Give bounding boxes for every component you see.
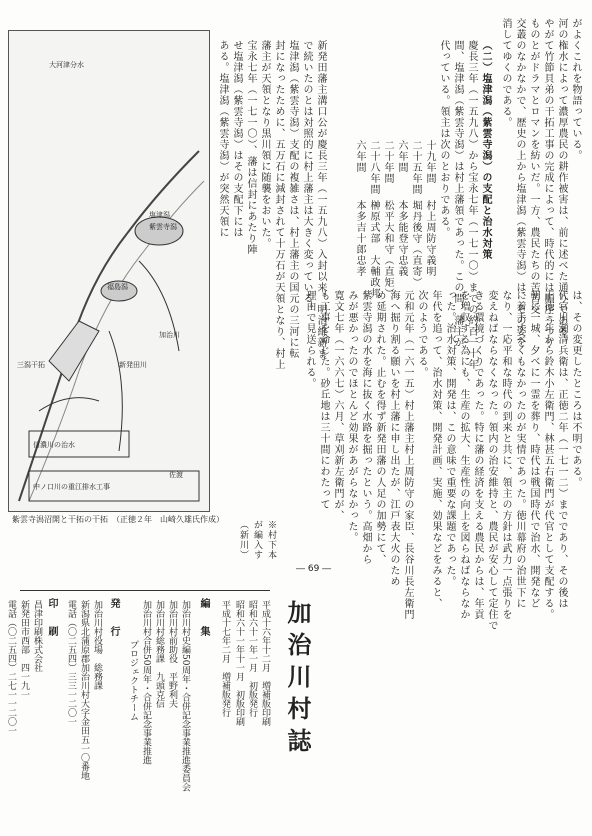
intro-text <box>498 18 582 348</box>
text-line: 河の権水によって濃厚農民の耕作被害は、前に述べた通りである。 <box>556 18 567 348</box>
map-label: 佐渡 <box>169 471 183 479</box>
text-line: に着手すべくもなかったのが実情であった。徳川幕府の治世下に <box>514 290 525 609</box>
text-line: 新発田藩主溝口公が慶長三年（一五九八）入封以来、明治維新ま <box>315 40 326 359</box>
lords-names <box>352 200 436 300</box>
text-line: で続いたのとは対照的に村上藩主は大きく変っている。 <box>301 40 312 315</box>
text-line: なり、一応平和な時代の到来と共に、領主の方針は武力一点張りを <box>500 290 511 620</box>
publisher-line: 電話（〇二五四）三三一二〇一 <box>66 600 76 726</box>
lord-years: 二十五年間 <box>410 140 421 195</box>
map-label: 塩津潟 <box>149 211 170 219</box>
map-label: 中ノ口川の重江排水工事 <box>33 483 110 491</box>
map-label: 紫雲寺潟 <box>149 223 177 231</box>
map-drawing <box>9 31 209 511</box>
map-figure <box>8 30 210 512</box>
text-line: 間、塩津潟（紫雲寺潟）は村上藩領であった。この間、藩主が <box>452 40 463 348</box>
editor-line: 加治川村史編50周年・合併記念事業推進委員会 <box>180 600 190 792</box>
text-line: 元和元年（一六一五）村上藩主村上周防守の家臣、長谷川長左衛門 <box>402 290 413 620</box>
colophon-date: 平成十七年二月 増補版発行 <box>220 600 230 717</box>
publisher-line: 新潟県北蒲原郡加治川村大字金田五一〇番地 <box>79 600 89 780</box>
text-line: やがて竹節貝弟の干拓工事の完成によって、時代的には順序うつり <box>542 18 553 348</box>
colophon-date: 平成十六年十二月 増補版印刷 <box>260 600 270 726</box>
text-line: を増収する為にも、生産の拡大、生産性の向上を図らねばならなか <box>458 290 469 620</box>
text-line: 変えねばならなくなった。領内の治安維持と、農民が安心して定住で <box>486 290 497 631</box>
text-line: 理由で見送られる。 <box>304 290 315 389</box>
colophon-date: 昭和六十一年十一月 初版印刷 <box>234 600 244 726</box>
text-line: きる環境づくりであった。特に藩の経済を支える農民からは、年貢 <box>472 290 483 620</box>
text-line: 寛文七年（一六六七）六月、草刈新左衛門が、 <box>332 290 343 521</box>
text-line: 海へ掘り割る願いを村上藩に申し出たが、江戸表大火のため <box>388 290 399 587</box>
printer-line: 昌津印刷株式会社 <box>32 600 42 672</box>
lord-name: 本多吉十郎忠孝 <box>354 200 365 277</box>
text-line: 年代を追って、治水対策、開発計画、実施、効果などをみると、 <box>430 290 441 609</box>
map-label: 福島潟 <box>107 283 128 291</box>
text-line: みが悪かったのでほとんど効果があがらなかった。 <box>346 290 357 543</box>
colophon-date: 昭和六十一年一月 初版発行 <box>247 600 257 717</box>
side-note <box>236 520 278 580</box>
lord-name: 本多能登守忠義 <box>396 200 407 277</box>
text-line: は、その変更したところは不明である。 <box>570 290 581 488</box>
text-line: も工事を命じた。砂丘地は三十間にわたって <box>318 290 329 510</box>
lord-name: 松平大和守（直矩） <box>382 200 393 299</box>
text-line: った。治水対策、開発は、この意味で重要な課題であった。 <box>444 290 455 587</box>
text-line: せ塩津潟（紫雲寺潟）はその支配下には <box>231 40 242 238</box>
lord-years: 六年間 <box>354 140 365 173</box>
text-line: 封になったために、五万石に減封されて十万石が天領となり、村上 <box>273 40 284 370</box>
editor-label: 編 集 <box>198 598 209 640</box>
map-caption: 紫雲寺潟沼開と干拓の干拓 （正徳２年 山崎久雄氏作成） <box>12 515 224 524</box>
text-line: 藩主が天領となり黒川領に随襲をおいた。 <box>259 40 270 249</box>
text-line: 塩津潟（紫雲寺潟）支配の複雑さは、村上藩主の国元の三河に転 <box>287 40 298 359</box>
text-line: がよくこれを物語っている。 <box>570 18 581 161</box>
editor-line: プロジェクトチーム <box>128 640 138 721</box>
lord-years: 六年間 <box>396 140 407 173</box>
section-block <box>436 40 492 370</box>
text-line: 消してゆくのである。 <box>500 18 511 128</box>
note-line: （新川） <box>238 520 248 560</box>
text-line: 宝永七年（一七一〇）、藩は信封にあたり陣 <box>245 40 256 255</box>
map-label: 大河津分水 <box>49 61 84 69</box>
text-line: 紫雲寺潟の水を海に抜く水路を掘ったという。高畑から <box>360 290 371 565</box>
editor-line: 加治川村総務課 九頭克信 <box>154 600 164 708</box>
publisher-line: 加治川村役場 総務課 <box>92 600 102 690</box>
lord-years: 二十八年間 <box>368 140 379 195</box>
map-label: 信濃川の治水 <box>33 441 75 449</box>
note-line: ※村下本 <box>266 520 276 560</box>
section-heading: （二）塩津潟（紫雲寺潟）の支配と治水対策 <box>480 40 491 260</box>
text-line: 交叢のなかなかで、歴史の上から塩津潟（紫雲寺潟）は、その姿を <box>514 18 525 348</box>
lord-years: 十九年間 <box>424 140 435 184</box>
editor-line: 加治川村合併50周年・合併記念事業推進 <box>141 600 151 765</box>
lord-years: 二十年間 <box>382 140 393 184</box>
editor-line: 加治川村前助役 平野利夫 <box>167 600 177 708</box>
map-label: 加治川 <box>159 331 180 339</box>
printer-line: 電話（〇二五四）二七一一二〇一 <box>6 600 16 735</box>
text-line: 代官川瀬清兵衛は、正徳二年（一七一二）までであり、その後は <box>556 290 567 609</box>
lord-name: 榊原式部 大輔政邦 <box>368 200 379 299</box>
book-title: 加治川村誌 <box>283 600 312 760</box>
text-line: 次のようである。 <box>416 290 427 378</box>
publisher-label: 発 行 <box>108 598 119 640</box>
colophon-rule <box>20 590 270 591</box>
map-label: 新発田川 <box>119 361 147 369</box>
page-number: ― 69 ― <box>296 564 332 574</box>
lord-name: 村上周防守義明 <box>424 200 435 277</box>
text-line: 朝に一城、夕べに一霊を葬り、時代は戦国時代で治水、開発など <box>528 290 539 609</box>
printer-label: 印 刷 <box>46 598 57 640</box>
text-line: め延期された。止むを得ず新発田藩の人足の加勢にて、 <box>374 290 385 565</box>
printer-line: 新発田市西部 四一九一 <box>19 600 29 699</box>
text-line: 慶長三年（一五九八）から宝永七年（一七一〇）までの約百一十年 <box>466 40 477 370</box>
text-line: ある。塩津潟（紫雲寺潟）が突然天領に <box>217 40 228 238</box>
text-line: 正徳三年から鈴木小左衛門、林甚五右衛門が代官として支配する。 <box>542 290 553 620</box>
note-line: が編入す <box>252 520 262 560</box>
lord-name: 堀丹後守（直寄） <box>410 200 421 288</box>
text-line: ものとがドラマとロマンを紡いだ。一方、農民たちの苦苦交 <box>528 18 539 315</box>
map-label: 三潟干拓 <box>17 361 45 369</box>
text-line: 代っている。領主は次のとおりである。 <box>438 40 449 238</box>
